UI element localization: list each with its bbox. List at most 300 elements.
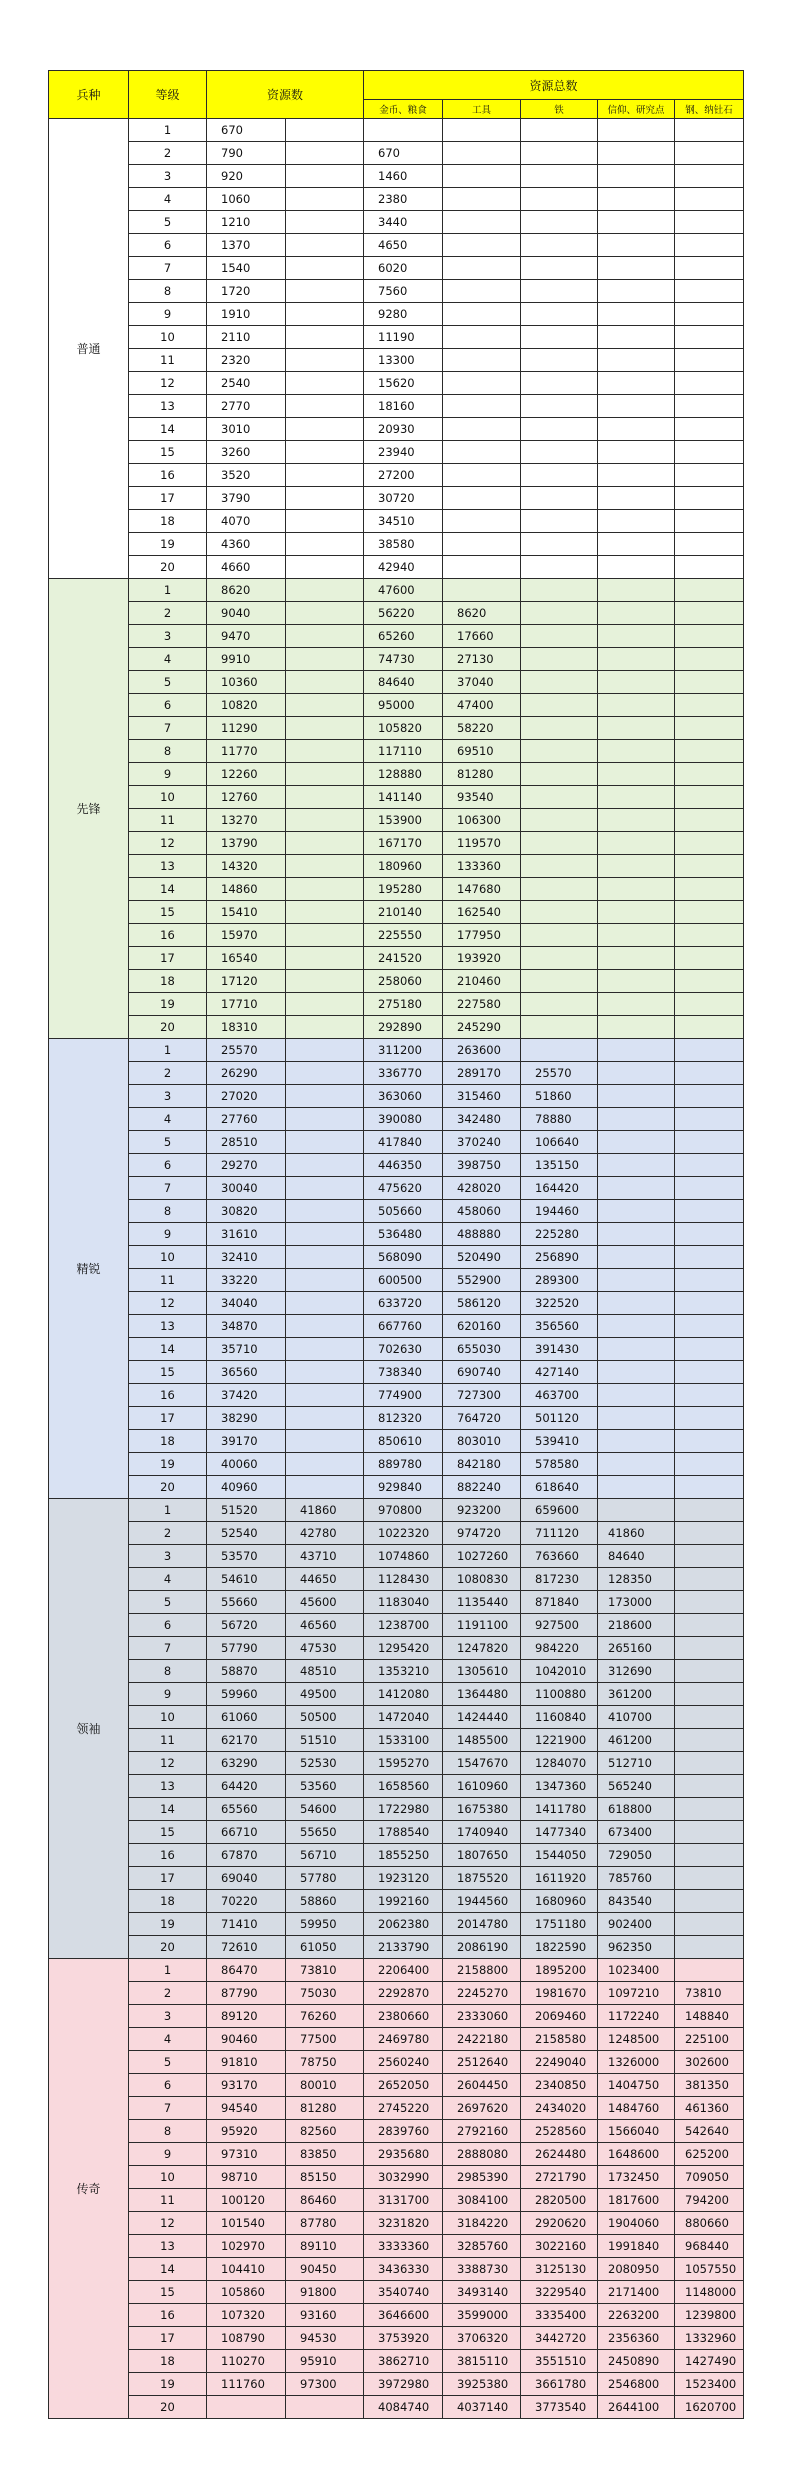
value-cell: 1817600 [598, 2189, 675, 2212]
value-cell [675, 1614, 744, 1637]
table-row [49, 1154, 744, 1177]
table-row [49, 1522, 744, 1545]
value-cell: 98710 [207, 2166, 286, 2189]
value-cell: 2333060 [443, 2005, 521, 2028]
value-cell [521, 510, 598, 533]
value-cell [675, 1200, 744, 1223]
value-cell: 923200 [443, 1499, 521, 1522]
level-cell: 9 [129, 763, 207, 786]
table-row [49, 993, 744, 1016]
level-cell: 20 [129, 556, 207, 579]
value-cell: 106300 [443, 809, 521, 832]
level-cell: 1 [129, 119, 207, 142]
value-cell [443, 556, 521, 579]
value-cell: 50500 [286, 1706, 364, 1729]
value-cell [675, 602, 744, 625]
value-cell: 1411780 [521, 1798, 598, 1821]
level-cell: 14 [129, 1338, 207, 1361]
value-cell [675, 1499, 744, 1522]
value-cell: 18310 [207, 1016, 286, 1039]
value-cell [286, 1384, 364, 1407]
value-cell: 3551510 [521, 2350, 598, 2373]
value-cell [443, 464, 521, 487]
value-cell: 54610 [207, 1568, 286, 1591]
value-cell: 9040 [207, 602, 286, 625]
value-cell: 30720 [364, 487, 443, 510]
value-cell: 2985390 [443, 2166, 521, 2189]
value-cell: 71410 [207, 1913, 286, 1936]
value-cell: 16540 [207, 947, 286, 970]
value-cell [443, 165, 521, 188]
value-cell: 315460 [443, 1085, 521, 1108]
unit-type-cell: 普通 [49, 119, 129, 579]
value-cell [521, 119, 598, 142]
value-cell [521, 533, 598, 556]
value-cell: 67870 [207, 1844, 286, 1867]
value-cell [286, 1338, 364, 1361]
table-row [49, 142, 744, 165]
value-cell [598, 786, 675, 809]
value-cell: 105820 [364, 717, 443, 740]
value-cell [675, 1545, 744, 1568]
value-cell [286, 1269, 364, 1292]
value-cell: 1460 [364, 165, 443, 188]
value-cell [675, 1913, 744, 1936]
table-row [49, 2143, 744, 2166]
value-cell: 3125130 [521, 2258, 598, 2281]
value-cell [675, 1039, 744, 1062]
value-cell [675, 993, 744, 1016]
value-cell: 2604450 [443, 2074, 521, 2097]
value-cell: 38580 [364, 533, 443, 556]
value-cell: 81280 [443, 763, 521, 786]
value-cell [598, 464, 675, 487]
table-row [49, 740, 744, 763]
value-cell: 667760 [364, 1315, 443, 1338]
value-cell [521, 142, 598, 165]
value-cell [286, 924, 364, 947]
value-cell: 929840 [364, 1476, 443, 1499]
value-cell: 2086190 [443, 1936, 521, 1959]
value-cell: 1484760 [598, 2097, 675, 2120]
value-cell: 40960 [207, 1476, 286, 1499]
value-cell [598, 1407, 675, 1430]
level-cell: 13 [129, 855, 207, 878]
value-cell [675, 1223, 744, 1246]
value-cell [598, 924, 675, 947]
level-cell: 19 [129, 1453, 207, 1476]
value-cell [286, 809, 364, 832]
value-cell: 9470 [207, 625, 286, 648]
value-cell: 1485500 [443, 1729, 521, 1752]
value-cell: 871840 [521, 1591, 598, 1614]
value-cell: 578580 [521, 1453, 598, 1476]
value-cell: 80010 [286, 2074, 364, 2097]
value-cell: 2820500 [521, 2189, 598, 2212]
value-cell: 13270 [207, 809, 286, 832]
level-cell: 18 [129, 2350, 207, 2373]
value-cell [675, 372, 744, 395]
value-cell: 15620 [364, 372, 443, 395]
value-cell [443, 349, 521, 372]
value-cell: 2528560 [521, 2120, 598, 2143]
value-cell: 1080830 [443, 1568, 521, 1591]
value-cell: 117110 [364, 740, 443, 763]
value-cell: 275180 [364, 993, 443, 1016]
table-row [49, 2212, 744, 2235]
value-cell: 3442720 [521, 2327, 598, 2350]
value-cell: 2380 [364, 188, 443, 211]
level-cell: 19 [129, 1913, 207, 1936]
value-cell [675, 1177, 744, 1200]
value-cell: 177950 [443, 924, 521, 947]
value-cell [598, 1269, 675, 1292]
value-cell: 1238700 [364, 1614, 443, 1637]
value-cell: 26290 [207, 1062, 286, 1085]
value-cell [286, 556, 364, 579]
value-cell: 398750 [443, 1154, 521, 1177]
value-cell: 1855250 [364, 1844, 443, 1867]
value-cell [598, 809, 675, 832]
value-cell: 1675380 [443, 1798, 521, 1821]
value-cell: 76260 [286, 2005, 364, 2028]
value-cell: 427140 [521, 1361, 598, 1384]
value-cell: 4650 [364, 234, 443, 257]
value-cell [675, 1384, 744, 1407]
value-cell: 3972980 [364, 2373, 443, 2396]
table-row [49, 1798, 744, 1821]
value-cell: 1540 [207, 257, 286, 280]
table-row [49, 901, 744, 924]
value-cell [521, 326, 598, 349]
value-cell: 727300 [443, 1384, 521, 1407]
value-cell [675, 1476, 744, 1499]
level-cell: 2 [129, 1982, 207, 2005]
level-cell: 17 [129, 487, 207, 510]
level-cell: 9 [129, 1223, 207, 1246]
value-cell [286, 533, 364, 556]
level-cell: 14 [129, 418, 207, 441]
value-cell: 1981670 [521, 1982, 598, 2005]
value-cell [286, 1085, 364, 1108]
table-row [49, 2350, 744, 2373]
value-cell [521, 349, 598, 372]
value-cell [286, 1453, 364, 1476]
value-cell: 86460 [286, 2189, 364, 2212]
level-cell: 14 [129, 2258, 207, 2281]
value-cell: 7560 [364, 280, 443, 303]
value-cell: 1923120 [364, 1867, 443, 1890]
value-cell [675, 1246, 744, 1269]
value-cell [443, 441, 521, 464]
value-cell [675, 464, 744, 487]
level-cell: 12 [129, 372, 207, 395]
table-row [49, 924, 744, 947]
value-cell [675, 1936, 744, 1959]
unit-type-header: 兵种 [49, 71, 129, 119]
table-row [49, 1775, 744, 1798]
value-cell: 659600 [521, 1499, 598, 1522]
table-row [49, 2304, 744, 2327]
value-cell: 69510 [443, 740, 521, 763]
table-row [49, 2258, 744, 2281]
value-cell: 342480 [443, 1108, 521, 1131]
table-row [49, 441, 744, 464]
table-row [49, 395, 744, 418]
value-cell [675, 556, 744, 579]
value-cell: 46560 [286, 1614, 364, 1637]
value-cell: 40060 [207, 1453, 286, 1476]
value-cell [443, 188, 521, 211]
value-cell: 94540 [207, 2097, 286, 2120]
table-row [49, 165, 744, 188]
value-cell: 84640 [598, 1545, 675, 1568]
value-cell: 15970 [207, 924, 286, 947]
value-cell: 2644100 [598, 2396, 675, 2419]
value-cell: 520490 [443, 1246, 521, 1269]
value-cell [598, 648, 675, 671]
value-cell: 42780 [286, 1522, 364, 1545]
value-cell [675, 1154, 744, 1177]
level-cell: 19 [129, 993, 207, 1016]
value-cell: 82560 [286, 2120, 364, 2143]
value-cell: 738340 [364, 1361, 443, 1384]
value-cell: 1992160 [364, 1890, 443, 1913]
level-cell: 16 [129, 464, 207, 487]
value-cell: 1135440 [443, 1591, 521, 1614]
value-cell: 2697620 [443, 2097, 521, 2120]
value-cell [286, 487, 364, 510]
value-cell [675, 1729, 744, 1752]
value-cell: 87780 [286, 2212, 364, 2235]
value-cell: 690740 [443, 1361, 521, 1384]
value-cell [598, 878, 675, 901]
value-cell [675, 924, 744, 947]
value-cell: 3493140 [443, 2281, 521, 2304]
value-cell: 105860 [207, 2281, 286, 2304]
value-cell: 289300 [521, 1269, 598, 1292]
value-cell: 81280 [286, 2097, 364, 2120]
value-cell [675, 1683, 744, 1706]
table-row [49, 2097, 744, 2120]
table-row [49, 1246, 744, 1269]
value-cell: 3231820 [364, 2212, 443, 2235]
value-cell: 45600 [286, 1591, 364, 1614]
value-cell [286, 1430, 364, 1453]
value-cell: 30820 [207, 1200, 286, 1223]
value-cell: 85150 [286, 2166, 364, 2189]
value-cell: 1732450 [598, 2166, 675, 2189]
value-cell: 1305610 [443, 1660, 521, 1683]
value-cell: 2434020 [521, 2097, 598, 2120]
value-cell: 4660 [207, 556, 286, 579]
value-cell [675, 763, 744, 786]
value-cell: 1544050 [521, 1844, 598, 1867]
value-cell: 106640 [521, 1131, 598, 1154]
value-cell [521, 395, 598, 418]
value-cell: 56720 [207, 1614, 286, 1637]
value-cell [675, 188, 744, 211]
value-cell: 2249040 [521, 2051, 598, 2074]
value-cell: 3260 [207, 441, 286, 464]
value-cell [521, 993, 598, 1016]
value-cell: 475620 [364, 1177, 443, 1200]
value-cell [286, 855, 364, 878]
value-cell: 361200 [598, 1683, 675, 1706]
value-cell: 210460 [443, 970, 521, 993]
value-cell: 119570 [443, 832, 521, 855]
table-row [49, 1223, 744, 1246]
value-cell: 43710 [286, 1545, 364, 1568]
value-cell: 920 [207, 165, 286, 188]
level-cell: 6 [129, 694, 207, 717]
value-cell: 790 [207, 142, 286, 165]
value-cell: 3862710 [364, 2350, 443, 2373]
level-cell: 7 [129, 2097, 207, 2120]
value-cell: 2069460 [521, 2005, 598, 2028]
value-cell [286, 303, 364, 326]
value-cell: 336770 [364, 1062, 443, 1085]
value-cell: 1191100 [443, 1614, 521, 1637]
value-cell [598, 418, 675, 441]
level-cell: 4 [129, 188, 207, 211]
value-cell: 3520 [207, 464, 286, 487]
value-cell: 1239800 [675, 2304, 744, 2327]
value-cell [286, 671, 364, 694]
value-cell: 1160840 [521, 1706, 598, 1729]
value-cell: 1991840 [598, 2235, 675, 2258]
table-row [49, 602, 744, 625]
value-cell [286, 280, 364, 303]
value-cell: 1620700 [675, 2396, 744, 2419]
value-cell [598, 119, 675, 142]
value-cell: 363060 [364, 1085, 443, 1108]
table-row [49, 832, 744, 855]
value-cell: 2158580 [521, 2028, 598, 2051]
value-cell: 73810 [286, 1959, 364, 1982]
level-cell: 9 [129, 1683, 207, 1706]
value-cell: 27130 [443, 648, 521, 671]
col-iron: 铁 [521, 100, 598, 119]
value-cell [521, 441, 598, 464]
value-cell: 167170 [364, 832, 443, 855]
value-cell [675, 1867, 744, 1890]
value-cell: 289170 [443, 1062, 521, 1085]
value-cell [675, 579, 744, 602]
value-cell: 27200 [364, 464, 443, 487]
value-cell: 25570 [521, 1062, 598, 1085]
col-tools: 工具 [443, 100, 521, 119]
value-cell: 1658560 [364, 1775, 443, 1798]
value-cell [675, 1890, 744, 1913]
level-cell: 2 [129, 1062, 207, 1085]
value-cell [443, 372, 521, 395]
value-cell: 42940 [364, 556, 443, 579]
value-cell [598, 1131, 675, 1154]
value-cell [286, 1246, 364, 1269]
table-row [49, 257, 744, 280]
value-cell: 47530 [286, 1637, 364, 1660]
value-cell: 1284070 [521, 1752, 598, 1775]
value-cell [521, 211, 598, 234]
value-cell [598, 556, 675, 579]
table-row [49, 763, 744, 786]
level-cell: 20 [129, 2396, 207, 2419]
value-cell: 1424440 [443, 1706, 521, 1729]
level-cell: 7 [129, 257, 207, 280]
value-cell: 1904060 [598, 2212, 675, 2235]
value-cell: 552900 [443, 1269, 521, 1292]
value-cell [286, 1292, 364, 1315]
value-cell: 1566040 [598, 2120, 675, 2143]
value-cell [286, 947, 364, 970]
level-cell: 5 [129, 671, 207, 694]
value-cell: 763660 [521, 1545, 598, 1568]
value-cell: 633720 [364, 1292, 443, 1315]
value-cell: 794200 [675, 2189, 744, 2212]
value-cell: 78750 [286, 2051, 364, 2074]
value-cell [521, 901, 598, 924]
level-cell: 15 [129, 441, 207, 464]
value-cell: 625200 [675, 2143, 744, 2166]
value-cell: 2171400 [598, 2281, 675, 2304]
table-row [49, 280, 744, 303]
value-cell: 44650 [286, 1568, 364, 1591]
value-cell [443, 533, 521, 556]
level-cell: 17 [129, 947, 207, 970]
value-cell: 1547670 [443, 1752, 521, 1775]
value-cell [286, 1108, 364, 1131]
value-cell [675, 1706, 744, 1729]
value-cell: 1412080 [364, 1683, 443, 1706]
value-cell: 3753920 [364, 2327, 443, 2350]
table-row [49, 211, 744, 234]
value-cell: 11290 [207, 717, 286, 740]
value-cell: 20930 [364, 418, 443, 441]
value-cell: 620160 [443, 1315, 521, 1338]
col-gold-food: 金币、粮食 [364, 100, 443, 119]
value-cell [521, 878, 598, 901]
value-cell: 1060 [207, 188, 286, 211]
value-cell: 902400 [598, 1913, 675, 1936]
value-cell: 536480 [364, 1223, 443, 1246]
table-row [49, 418, 744, 441]
value-cell [286, 1476, 364, 1499]
table-row [49, 1844, 744, 1867]
value-cell: 133360 [443, 855, 521, 878]
value-cell [286, 211, 364, 234]
value-cell [286, 1223, 364, 1246]
value-cell: 3131700 [364, 2189, 443, 2212]
value-cell: 1611920 [521, 1867, 598, 1890]
value-cell [675, 1775, 744, 1798]
value-cell [286, 1131, 364, 1154]
value-cell: 94530 [286, 2327, 364, 2350]
col-faith-research: 信仰、研究点 [598, 100, 675, 119]
value-cell: 3022160 [521, 2235, 598, 2258]
table-row [49, 1453, 744, 1476]
value-cell: 1370 [207, 234, 286, 257]
level-cell: 8 [129, 1200, 207, 1223]
value-cell: 135150 [521, 1154, 598, 1177]
col-steel-thorium: 钢、纳钍石 [675, 100, 744, 119]
table-row [49, 694, 744, 717]
value-cell [675, 280, 744, 303]
value-cell: 73810 [675, 1982, 744, 2005]
value-cell [443, 142, 521, 165]
value-cell: 111760 [207, 2373, 286, 2396]
table-row [49, 1867, 744, 1890]
